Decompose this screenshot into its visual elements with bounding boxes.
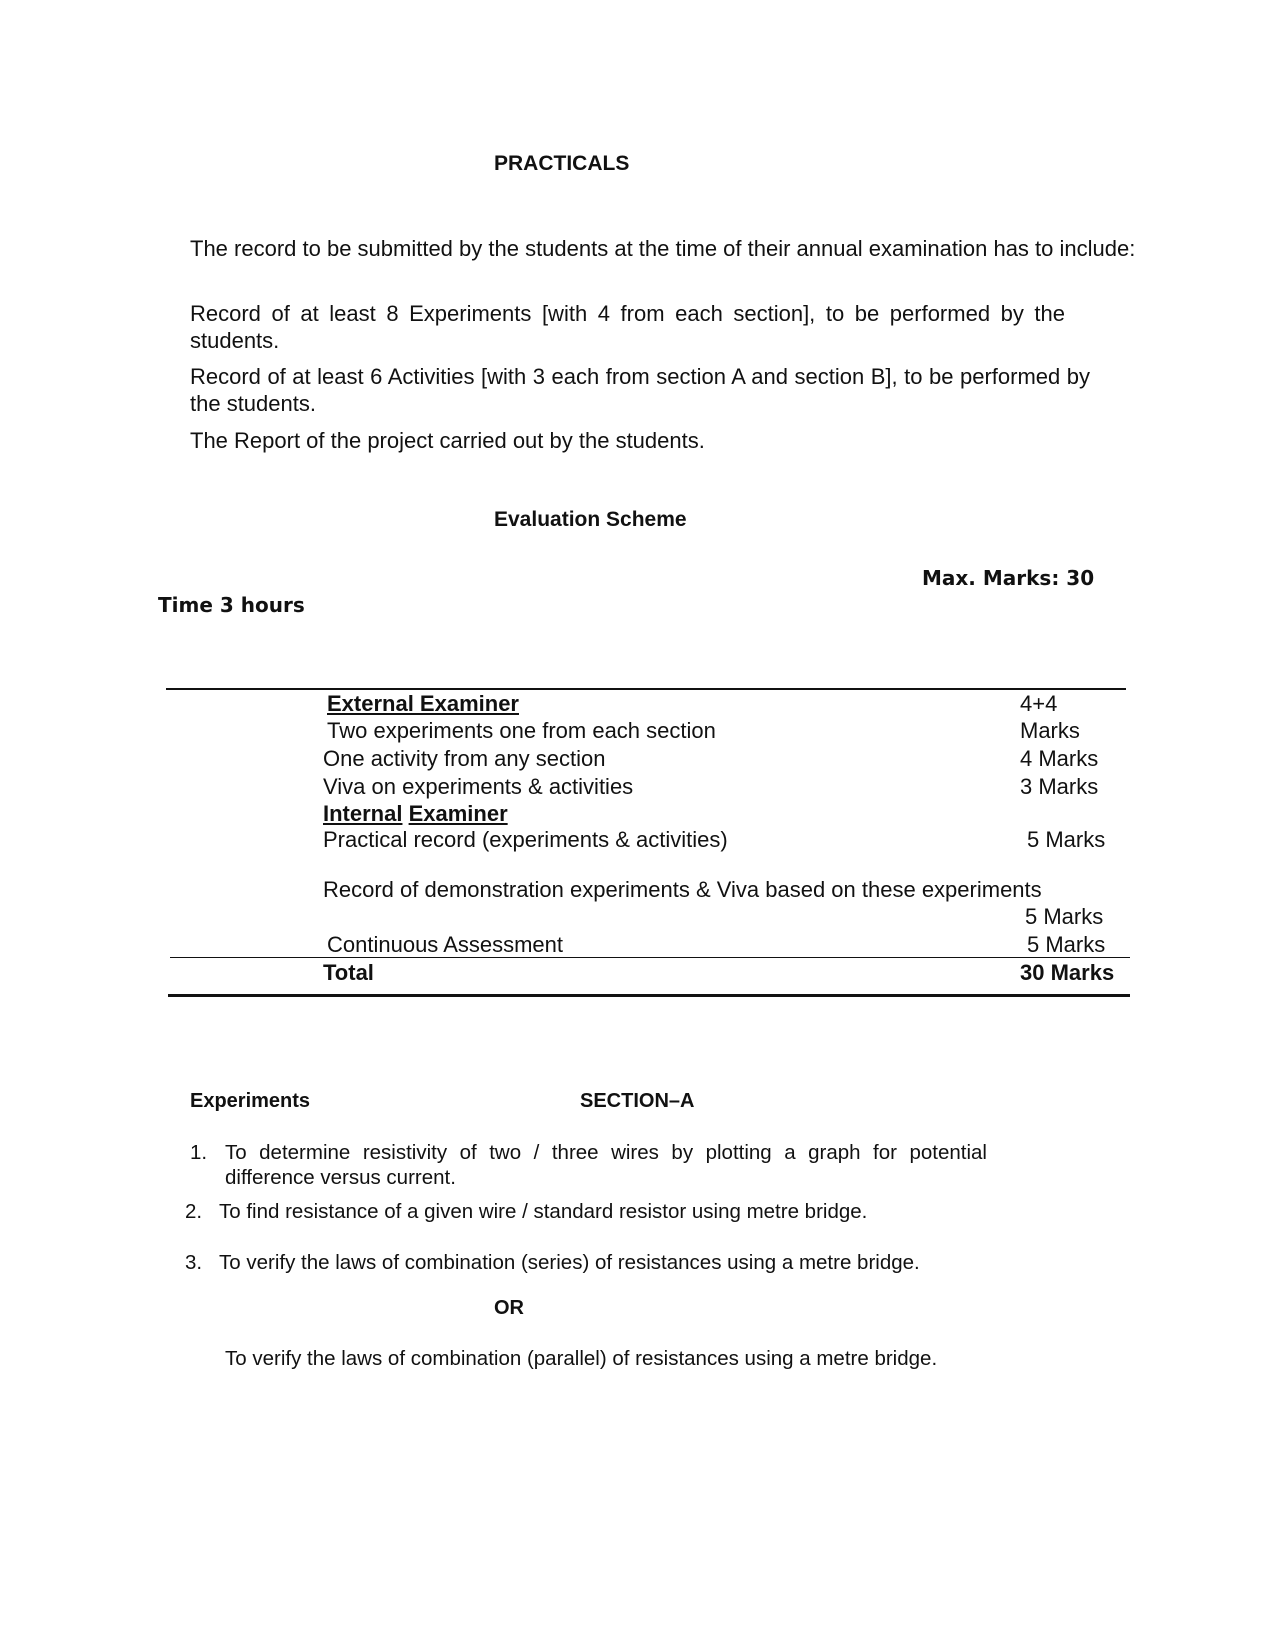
experiment-3-number: 3.	[185, 1251, 203, 1274]
experiment-1-number: 1.	[190, 1141, 208, 1164]
intro-item-project: The Report of the project carried out by the students.	[190, 428, 705, 453]
table-top-rule	[166, 688, 1126, 690]
or-separator: OR	[494, 1297, 524, 1319]
row6-marks: 5 Marks	[1027, 932, 1106, 957]
experiment-2-text: To find resistance of a given wire / standard resistor using metre bridge.	[219, 1200, 868, 1223]
internal-heading-word-1: Internal	[323, 801, 403, 826]
experiment-1-text: To determine resistivity of two / three wires by plotting a graph for potential difference versus current.	[225, 1141, 987, 1189]
row5-marks: 5 Marks	[1025, 904, 1104, 929]
table-bottom-rule	[168, 994, 1130, 997]
row4-marks: 5 Marks	[1027, 827, 1106, 852]
intro-item-activities: Record of at least 6 Activities [with 3 each from section A and section B], to be performed by the students.	[190, 364, 1090, 416]
experiment-3-text: To verify the laws of combination (series) of resistances using a metre bridge.	[219, 1251, 920, 1274]
evaluation-heading: Evaluation Scheme	[494, 508, 687, 531]
row2-marks: 4 Marks	[1020, 746, 1099, 771]
row2-label: One activity from any section	[323, 746, 606, 771]
intro-item-experiments: Record of at least 8 Experiments [with 4 from each section], to be performed by the students.	[190, 301, 1065, 353]
time-duration: Time 3 hours	[158, 593, 305, 617]
max-marks: Max. Marks: 30	[922, 566, 1095, 590]
external-examiner-heading: External Examiner	[327, 691, 519, 716]
row5-label: Record of demonstration experiments & Viva based on these experiments	[323, 877, 1042, 902]
row6-label: Continuous Assessment	[327, 932, 564, 957]
row1-label: Two experiments one from each section	[327, 718, 716, 743]
experiments-label: Experiments	[190, 1090, 311, 1112]
internal-examiner-heading	[323, 800, 508, 827]
experiment-2-number: 2.	[185, 1200, 203, 1223]
table-total-rule	[170, 957, 1130, 958]
row1-marks-b: Marks	[1020, 718, 1080, 743]
internal-heading-word-2: Examiner	[408, 801, 508, 826]
intro-lead: The record to be submitted by the students at the time of their annual examination has to include:	[190, 236, 1136, 261]
row3-marks: 3 Marks	[1020, 774, 1099, 799]
row4-label: Practical record (experiments & activities)	[323, 827, 728, 852]
section-a-heading: SECTION–A	[580, 1090, 695, 1112]
total-label: Total	[323, 960, 374, 985]
experiment-3-alternative: To verify the laws of combination (parallel) of resistances using a metre bridge.	[225, 1347, 938, 1370]
total-marks: 30 Marks	[1020, 960, 1115, 985]
page-title: PRACTICALS	[494, 152, 630, 175]
row1-marks-a: 4+4	[1020, 691, 1058, 716]
row3-label: Viva on experiments & activities	[323, 774, 634, 799]
